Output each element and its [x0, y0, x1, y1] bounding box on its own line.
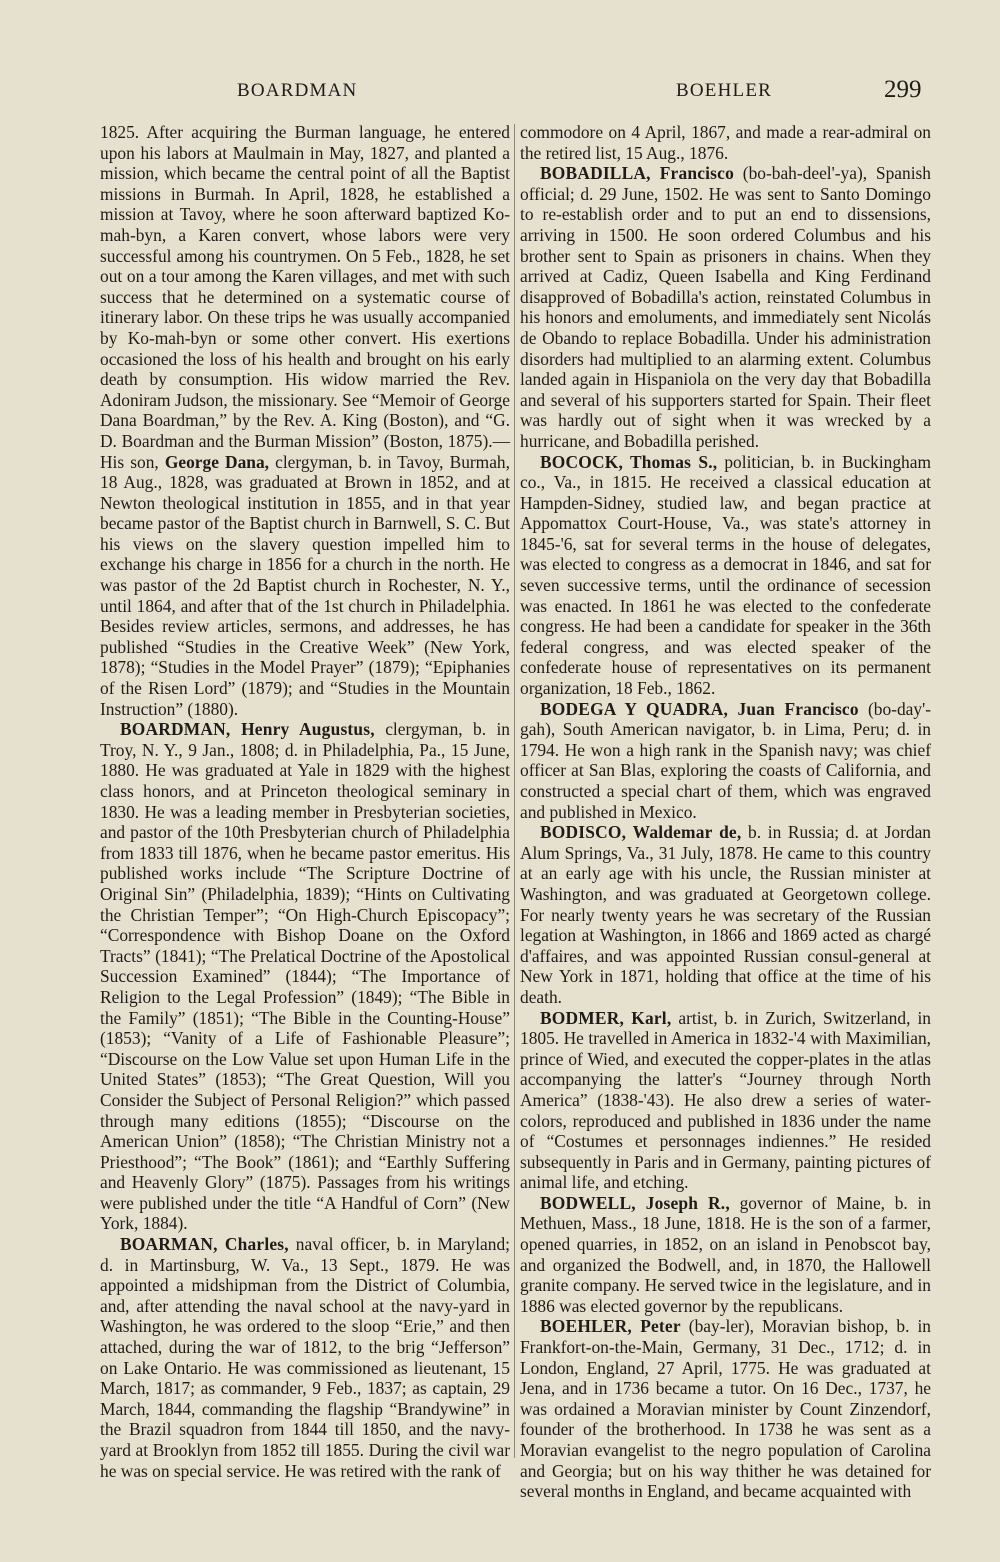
entry-heading: BOEHLER, Peter [540, 1316, 681, 1337]
entry-bodega-y-quadra [520, 699, 931, 823]
entry-heading: BOARDMAN, Henry Augustus, [120, 719, 375, 740]
entry-boarman-continued: commodore on 4 April, 1867, and made a rear-admiral on the retired list, 15 Aug., 1876. [520, 122, 931, 163]
right-column [520, 122, 931, 1502]
left-column [100, 122, 510, 1481]
running-head-right: BOEHLER [676, 80, 773, 101]
entry-heading: BOARMAN, Charles, [120, 1234, 289, 1255]
entry-body: politician, b. in Buckingham co., Va., in 1815. He received a classical education at Hampden-Sidney, studied law, and began practice at Appomattox Court-House, Va., was state's attorney in 1845-'6, sat for several terms in the house of delegates, was elected to congress as a democrat in 1846, and sat for seven successive terms, until the ordinance of secession was enacted. In 1861 he was elected to the confederate congress. He had been a candidate for speaker in the 36th federal congress, and was elected speaker of the confederate house of representatives on its permanent organization, 18 Feb., 1862. [520, 451, 931, 699]
entry-boardman-henry [100, 719, 510, 1234]
entry-heading: BODMER, Karl, [540, 1007, 672, 1028]
entry-heading: BODWELL, Joseph R., [540, 1192, 730, 1213]
entry-heading: BOCOCK, Thomas S., [540, 451, 718, 472]
entry-bodwell [520, 1193, 931, 1317]
entry-boehler [520, 1316, 931, 1501]
entry-body: naval officer, b. in Maryland; d. in Martinsburg, W. Va., 13 Sept., 1879. He was appointed a midshipman from the District of Columbia, and, after attending the naval school at the navy-yard in Washington, he was ordered to the sloop “Erie,” and then attached, during the war of 1812, to the brig “Jefferson” on Lake Ontario. He was commissioned as lieutenant, 15 March, 1817; as commander, 9 Feb., 1837; as captain, 29 March, 1844, commanding the flagship “Brandywine” in the Brazil squadron from 1844 till 1850, and the navy-yard at Brooklyn from 1852 till 1855. During the civil war he was on special service. He was retired with the rank of [100, 1234, 510, 1481]
entry-body: governor of Maine, b. in Methuen, Mass., 18 June, 1818. He is the son of a farmer, opened quarries, in 1852, on an island in Penobscot bay, and organized the Bodwell, and, in 1870, the Hallowell granite company. He served twice in the legislature, and in 1886 was elected governor by the republicans. [520, 1192, 931, 1316]
entry-body: clergyman, b. in Troy, N. Y., 9 Jan., 1808; d. in Philadelphia, Pa., 15 June, 1880. He was graduated at Yale in 1829 with the highest class honors, and at Princeton theological seminary in 1830. He was a leading member in Presbyterian societies, and pastor of the 10th Presbyterian church of Philadelphia from 1833 till 1876, when he became pastor emeritus. His published works include “The Scripture Doctrine of Original Sin” (Philadelphia, 1839); “Hints on Cultivating the Christian Temper”; “On High-Church Episcopacy”; “Correspondence with Bishop Doane on the Oxford Tracts” (1841); “The Prelatical Doctrine of the Apostolical Succession Examined” (1844); “The Importance of Religion to the Legal Profession” (1849); “The Bible in the Family” (1851); “The Bible in the Counting-House” (1853); “Vanity of a Life of Fashionable Pleasure”; “Discourse on the Low Value set upon Human Life in the United States” (1853); “The Great Question, Will you Consider the Subject of Personal Religion?” which passed through many editions (1855); “Discourse on the American Union” (1858); “The Christian Ministry not a Priesthood”; “The Book” (1861); and “Earthly Suffering and Heavenly Glory” (1875). Passages from his writings were published under the title “A Handful of Corn” (New York, 1884). [100, 719, 510, 1234]
entry-text: clergyman, b. in Tavoy, Burmah, 18 Aug., 1828, was graduated at Brown in 1852, and at Newton theological institution in 1855, and in that year became pastor of the Baptist church in Barnwell, S. C. But his views on the slavery question impelled him to exchange his charge in 1856 for a church in the north. He was pastor of the 2d Baptist church in Rochester, N. Y., until 1864, and after that of the 1st church in Philadelphia. Besides review articles, sermons, and addresses, he has published “Studies in the Creative Week” (New York, 1878); “Studies in the Model Prayer” (1879); “Epiphanies of the Risen Lord” (1879); and “Studies in the Mountain Instruction” (1880). [100, 451, 510, 719]
entry-boardman-george-continued [100, 122, 510, 719]
entry-body: (bay-ler), Moravian bishop, b. in Frankfort-on-the-Main, Germany, 31 Dec., 1712; d. in London, England, 27 April, 1775. He was graduated at Jena, and in 1736 became a tutor. On 16 Dec., 1737, he was ordained a Moravian minister by Count Zinzendorf, founder of the brotherhood. In 1738 he was sent as a Moravian evangelist to the negro population of Carolina and Georgia; but on his way thither he was detained for several months in England, and became acquainted with [520, 1316, 931, 1502]
page-number: 299 [884, 76, 922, 103]
entry-body: b. in Russia; d. at Jordan Alum Springs, Va., 31 July, 1878. He came to this country at an early age with his uncle, the Russian minister at Washington, and was graduated at Georgetown college. For nearly twenty years he was secretary of the Russian legation at Washington, in 1866 and 1869 acted as chargé d'affaires, and was appointed Russian consul-general at New York in 1871, holding that office at the time of his death. [520, 822, 932, 1007]
column-divider [514, 124, 515, 1458]
entry-bodmer [520, 1008, 931, 1193]
running-head-left: BOARDMAN [237, 80, 358, 101]
entry-bodisco [520, 822, 931, 1007]
entry-bobadilla [520, 163, 931, 451]
entry-subname: George Dana, [164, 451, 269, 472]
entry-text: 1825. After acquiring the Burman language, he entered upon his labors at Maulmain in May, 1827, and planted a mission, which became the central point of all the Baptist missions in Burmah. In April, 1828, he established a mission at Tavoy, where he soon afterward baptized Ko-mah-byn, a Karen convert, whose labors were very successful among his countrymen. On 5 Feb., 1828, he set out on a tour among the Karen villages, and met with such success that he determined on a systematic course of itinerary labor. On these trips he was usually accompanied by Ko-mah-byn or some other convert. His exertions occasioned the loss of his health and brought on his early death by consumption. His widow married the Rev. Adoniram Judson, the missionary. See “Memoir of George Dana Boardman,” by the Rev. A. King (Boston), and “G. D. Boardman and the Burman Mission” (Boston, 1875).—His son, [100, 122, 510, 472]
entry-heading: BODISCO, Waldemar de, [540, 822, 742, 843]
entry-body: artist, b. in Zurich, Switzerland, in 1805. He travelled in America in 1832-'4 with Maximilian, prince of Wied, and executed the copper-plates in the atlas accompanying the latter's “Journey through North America” (1838-'43). He also drew a series of water-colors, reproduced and published in 1836 under the name of “Costumes et personnages indiennes.” He resided subsequently in Paris and in Germany, painting pictures of animal life, and etching. [520, 1007, 931, 1193]
entry-heading: BOBADILLA, Francisco [540, 163, 734, 184]
entry-body: (bo-day'-gah), South American navigator, b. in Lima, Peru; d. in 1794. He won a high rank in the Spanish navy; was chief officer at San Blas, exploring the coasts of California, and constructed a special chart of them, which was engraved and published in Mexico. [520, 698, 931, 822]
entry-bocock [520, 452, 931, 699]
entry-body: (bo-bah-deel'-ya), Spanish official; d. 29 June, 1502. He was sent to Santo Domingo to re-establish order and to put an end to dissensions, arriving in 1500. He soon ordered Columbus and his brother sent to Spain as prisoners in chains. When they arrived at Cadiz, Queen Isabella and King Ferdinand disapproved of Bobadilla's action, reinstated Columbus in his honors and emoluments, and immediately sent Nicolás de Obando to replace Bobadilla. Under his administration disorders had multiplied to an alarming extent. Columbus landed again in Hispaniola on the very day that Bobadilla and several of his supporters started for Spain. Their fleet was hardly out of sight when it was wrecked by a hurricane, and Bobadilla perished. [520, 163, 931, 451]
entry-heading: BODEGA Y QUADRA, Juan Francisco [540, 698, 859, 719]
entry-boarman-charles [100, 1234, 510, 1481]
